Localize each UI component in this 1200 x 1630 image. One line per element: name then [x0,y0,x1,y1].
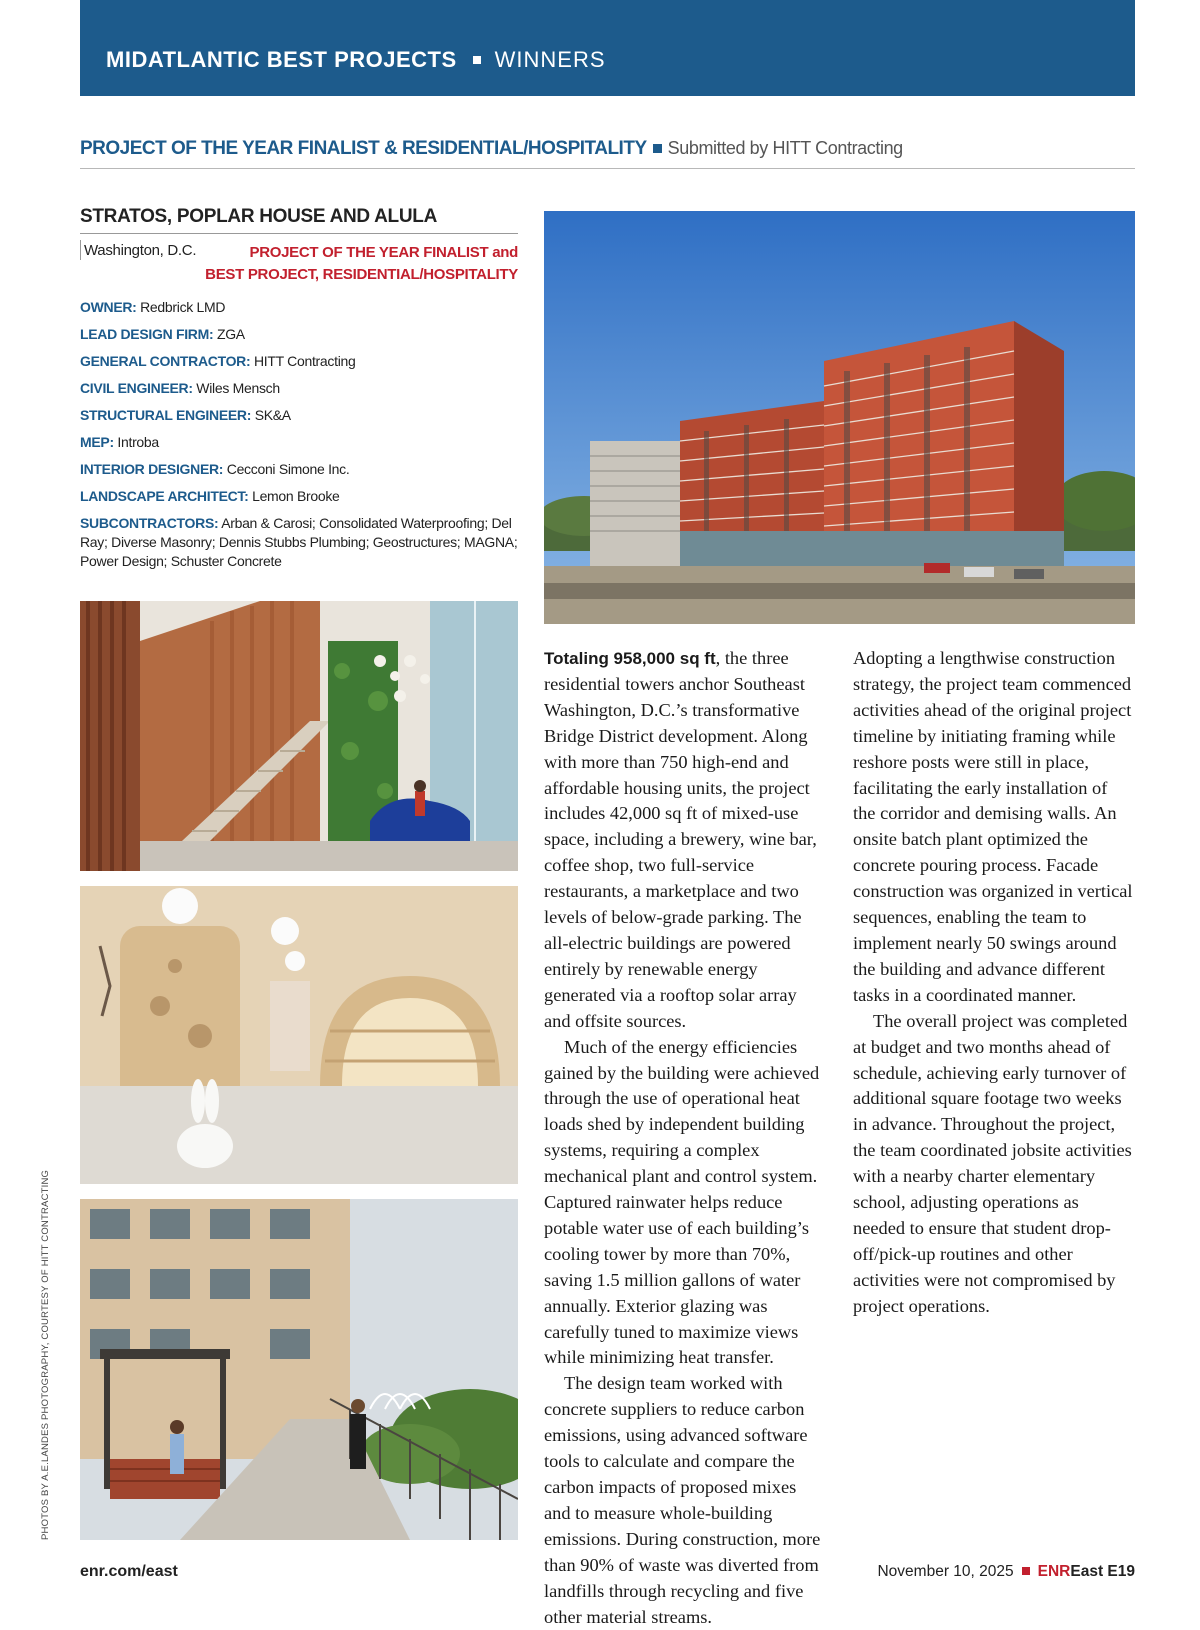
square-bullet-icon [1022,1567,1030,1575]
credit-interior-designer: INTERIOR DESIGNER: Cecconi Simone Inc. [80,461,350,477]
article-paragraph: Totaling 958,000 sq ft, the three residential towers anchor Southeast Washington, D.C.’s transformative Bridge District development. Along with more than 750 high-end and affordable housing units, the project includes 42,000 sq ft of mixed-use space, including a brewery, wine bar, coffee shop, two full-service restaurants, a marketplace and two levels of below-grade parking. The all-electric buildings are powered entirely by renewable energy generated via a rooftop solar array and offsite sources. [544,648,817,1031]
credit-landscape-architect: LANDSCAPE ARCHITECT: Lemon Brooke [80,488,340,504]
project-title: STRATOS, POPLAR HOUSE AND ALULA [80,206,518,234]
credit-owner: OWNER: Redbrick LMD [80,299,226,315]
divider [80,240,81,260]
credit-subcontractors: SUBCONTRACTORS: Arban & Carosi; Consolidated Waterproofing; Del Ray; Diverse Masonry; Dennis Stubbs Plumbing; Geostructures; MAGNA; Power Design; Schuster Concrete [80,515,518,569]
credit-lead-design: LEAD DESIGN FIRM: ZGA [80,326,245,342]
square-bullet-icon [653,144,662,153]
article-paragraph: Adopting a lengthwise construction strategy, the project team commenced activities ahead of the original project timeline by initiating framing while reshore posts were still in place, facilitating the early installation of the corridor and demising walls. An onsite batch plant optimized the concrete pouring process. Facade construction was organized in vertical sequences, enabling the team to implement nearly 50 swings around the building and advance different tasks in a coordinated manner. [853,648,1133,1005]
footer-brand-page: East E19 [1070,1563,1135,1580]
banner-title: MIDATLANTIC BEST PROJECTS [106,47,457,72]
project-location: Washington, D.C. [84,242,197,259]
credit-general-contractor: GENERAL CONTRACTOR: HITT Contracting [80,353,356,369]
section-banner [80,0,1135,96]
footer-folio [877,1563,1135,1581]
credit-structural-engineer: STRUCTURAL ENGINEER: SK&A [80,407,291,423]
article-lead: Totaling 958,000 sq ft [544,649,716,668]
credit-mep: MEP: Introba [80,434,159,450]
terrace-photo [80,1199,518,1540]
article-column-1 [544,646,824,1630]
footer-brand-enr: ENR [1037,1563,1071,1580]
location-award-row [80,240,518,286]
article-column-2 [853,646,1133,1320]
award-line-2: BEST PROJECT, RESIDENTIAL/HOSPITALITY [205,266,518,283]
article-paragraph: The overall project was completed at budget and two months ahead of schedule, achieving early turnover of additional square footage two weeks in advance. Throughout the project, the team coordinated jobsite activities with a nearby charter elementary school, adjusting operations as needed to ensure that student drop-off/pick-up routines and other activities were not compromised by project operations. [853,1010,1132,1316]
category-line [80,138,1135,169]
article-paragraph: Much of the energy efficiencies gained by the building were achieved through the use of operational heat loads shed by independent building systems, requiring a complex mechanical plant and control system. Captured rainwater helps reduce potable water use of each building’s cooling tower by more than 70%, saving 1.5 million gallons of water annually. Exterior glazing was carefully tuned to maximize views while minimizing heat transfer. [544,1036,820,1368]
kids-room-photo [80,886,518,1184]
category-title: PROJECT OF THE YEAR FINALIST & RESIDENTIAL/HOSPITALITY [80,138,647,159]
article-paragraph: The design team worked with concrete suppliers to reduce carbon emissions, using advanced software tools to calculate and compare the carbon impacts of proposed mixes and to measure whole-building emissions. During construction, more than 90% of waste was diverted from landfills through recycling and five other material streams. [544,1373,821,1627]
submitted-by: Submitted by HITT Contracting [667,138,903,158]
credit-civil-engineer: CIVIL ENGINEER: Wiles Mensch [80,380,280,396]
building-exterior-photo [544,211,1135,624]
award-line-1: PROJECT OF THE YEAR FINALIST and [249,244,518,261]
square-bullet-icon [473,56,481,64]
lobby-photo [80,601,518,871]
banner-heading [106,47,606,73]
project-credits [80,298,518,579]
footer-url: enr.com/east [80,1563,178,1580]
photo-credit: PHOTOS BY A.E.LANDES PHOTOGRAPHY, COURTESY OF HITT CONTRACTING [40,1169,51,1540]
award-text [205,242,518,286]
footer-date: November 10, 2025 [877,1563,1014,1580]
banner-subtitle: WINNERS [494,47,606,72]
